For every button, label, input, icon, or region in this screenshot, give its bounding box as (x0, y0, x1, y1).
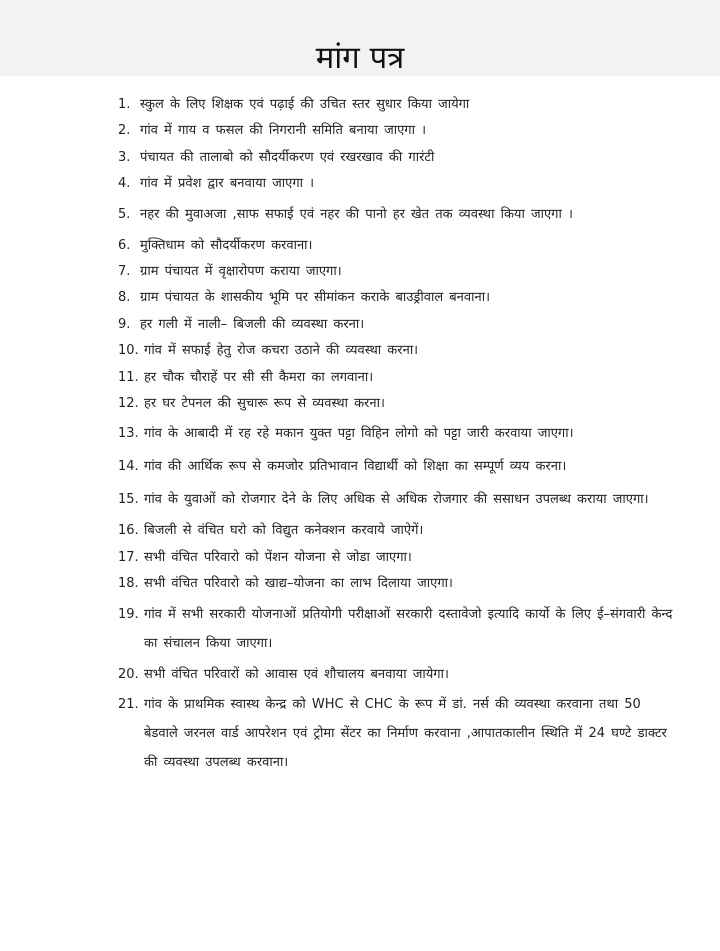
item-number: 5. (118, 206, 131, 222)
item-number: 2. (118, 123, 131, 139)
list-item (118, 391, 678, 417)
item-text: बिजली से वंचित घरो को विद्युत कनेक्शन करवाये जाऐगें। (144, 523, 424, 539)
list-item (118, 285, 678, 311)
item-text: हर चौक चौराहें पर सी सी कैमरा का लगवाना। (144, 369, 374, 385)
item-number: 3. (118, 149, 131, 165)
item-text: ग्राम पंचायत में वृक्षारोपण कराया जाएगा। (140, 264, 342, 280)
list-item (118, 233, 678, 259)
item-number: 15. (118, 492, 139, 508)
list-item (118, 485, 678, 514)
item-text: हर गली में नाली– बिजली की व्यवस्था करना। (140, 316, 365, 332)
item-number: 18. (118, 576, 139, 592)
list-item (118, 518, 678, 544)
item-text: सभी वंचित परिवारों को आवास एवं शौचालय बनवाया जायेगा। (144, 666, 449, 682)
list-item (118, 312, 678, 338)
list-item (118, 145, 678, 171)
item-number: 1. (118, 97, 131, 112)
item-text: सभी वंचित परिवारो को खाद्य–योजना का लाभ दिलाया जाएगा। (144, 576, 453, 592)
item-text: पंचायत की तालाबो को सौदर्यीकरण एवं रखरखाव की गारंटी (140, 149, 435, 165)
list-item (118, 171, 678, 197)
list-item (118, 452, 678, 481)
item-text: हर घर टेपनल की सुचारू रूप से व्यवस्था करना। (144, 396, 385, 412)
item-number: 14. (118, 459, 139, 475)
list-item (118, 365, 678, 391)
item-text: गांव के प्राथमिक स्वास्थ केन्द्र को WHC से CHC के रूप में डां. नर्स की व्यवस्था करवाना तथा 50 बेडवाले जरनल वार्ड आपरेशन एवं ट्रोमा सेंटर का निर्माण करवाना ,आपातकालीन स्थिति में 24 घण्टे डाक्टर की व्यवस्था उपलब्ध करवाना। (144, 697, 667, 771)
item-text: मुक्तिधाम को सौदर्यीकरण करवाना। (140, 237, 313, 253)
item-text: ग्राम पंचायत के शासकीय भूमि पर सीमांकन कराके बाउड्रीवाल बनवाना। (140, 290, 491, 306)
item-text: सभी वंचित परिवारो को पेंशन योजना से जोडा जाएगा। (144, 549, 412, 565)
page-title: मांग पत्र (315, 40, 405, 76)
item-number: 6. (118, 237, 131, 253)
list-item (118, 92, 678, 118)
item-number: 8. (118, 290, 131, 306)
list-item (118, 600, 678, 658)
list-item (118, 200, 678, 229)
item-number: 9. (118, 316, 131, 332)
item-text: गांव में प्रवेश द्वार बनवाया जाएगा । (140, 176, 315, 192)
list-item (118, 338, 678, 364)
item-number: 16. (118, 523, 139, 539)
item-number: 10. (118, 343, 139, 359)
item-text: गांव के युवाओं को रोजगार देने के लिए अधिक से अधिक रोजगार की ससाधन उपलब्ध कराया जाएगा। (144, 492, 649, 508)
item-text: गांव के आबादी में रह रहे मकान युक्त पट्टा विहिन लोगो को पट्टा जारी करवाया जाएगा। (144, 426, 574, 442)
item-text: गांव में सभी सरकारी योजनाओं प्रतियोगी परीक्षाओं सरकारी दस्तावेजो इत्यादि कार्यो के लिए ई–संगवारी केन्द का संचालन किया जाएगा। (144, 606, 673, 651)
demand-list (118, 92, 678, 781)
item-number: 12. (118, 396, 139, 412)
item-text: नहर की मुवाअजा ,साफ सफाई एवं नहर की पानो हर खेत तक व्यवस्था किया जाएगा । (140, 206, 573, 222)
item-number: 4. (118, 176, 131, 192)
item-text: गांव में सफाई हेतु रोज कचरा उठाने की व्यवस्था करना। (144, 343, 419, 359)
list-item (118, 662, 678, 688)
list-item (118, 118, 678, 144)
list-item (118, 571, 678, 597)
item-number: 7. (118, 264, 131, 280)
item-number: 19. (118, 606, 139, 622)
list-item (118, 419, 678, 448)
item-text: स्कुल के लिए शिक्षक एवं पढ़ाई की उचित स्तर सुधार किया जायेगा (140, 97, 470, 112)
list-item (118, 545, 678, 571)
item-number: 20. (118, 666, 139, 682)
item-number: 13. (118, 426, 139, 442)
item-number: 21. (118, 697, 139, 713)
item-text: गांव में गाय व फसल की निगरानी समिति बनाया जाएगा । (140, 123, 427, 139)
list-item (118, 690, 678, 777)
item-number: 11. (118, 369, 139, 385)
item-text: गांव की आर्थिक रूप से कमजोर प्रतिभावान विद्यार्थी को शिक्षा का सम्पूर्ण व्यय करना। (144, 459, 567, 475)
item-number: 17. (118, 549, 139, 565)
list-item (118, 259, 678, 285)
